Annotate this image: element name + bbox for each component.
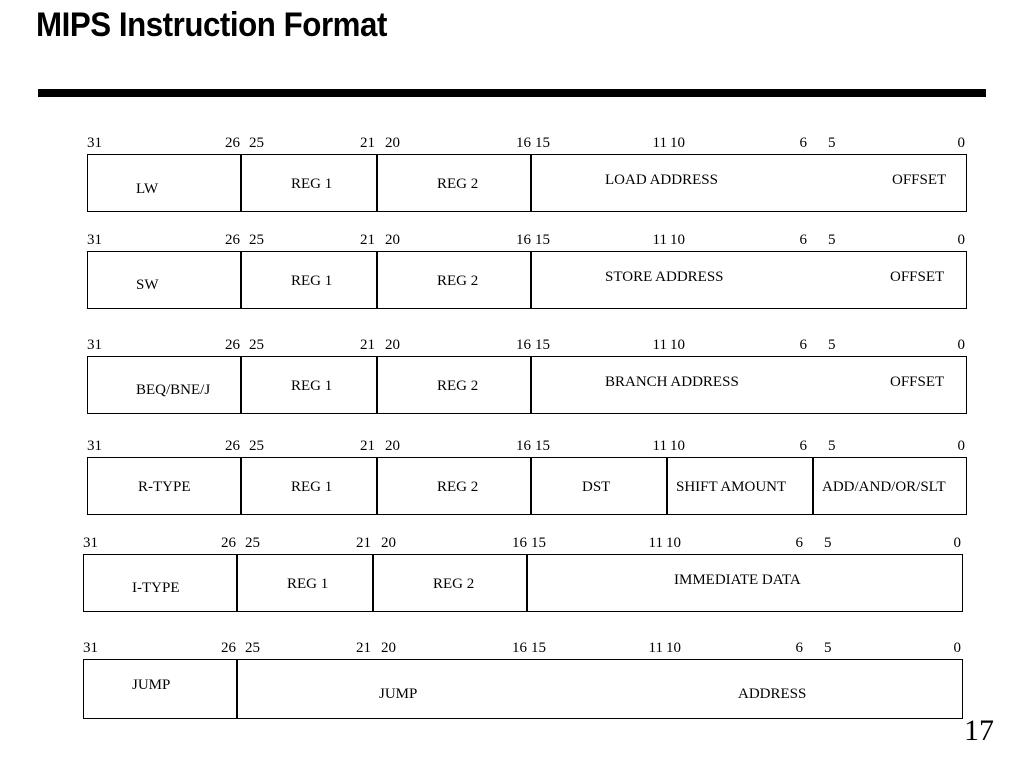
bit-label-0: 0 (957, 438, 965, 454)
field-divider (376, 458, 378, 514)
bit-label-15: 15 (535, 135, 550, 151)
address-field: BRANCH ADDRESS (605, 374, 739, 390)
bit-label-25: 25 (249, 135, 264, 151)
reg1-field: REG 1 (291, 176, 333, 192)
bit-label-16: 16 (516, 232, 531, 248)
bit-label-6: 6 (799, 337, 807, 353)
bit-label-31: 31 (87, 438, 102, 454)
field-divider (372, 555, 374, 611)
bit-label-11: 11 (648, 640, 663, 656)
bit-label-10: 10 (670, 135, 685, 151)
bit-label-15: 15 (535, 232, 550, 248)
offset-field: OFFSET (890, 374, 945, 390)
format-sw (0, 231, 1024, 327)
reg1-field: REG 1 (291, 479, 333, 495)
bit-label-15: 15 (535, 438, 550, 454)
bit-label-6: 6 (799, 232, 807, 248)
immediate-field: IMMEDIATE DATA (674, 572, 801, 588)
bit-label-10: 10 (670, 438, 685, 454)
opcode-field: R-TYPE (138, 479, 191, 495)
bit-label-26: 26 (221, 535, 236, 551)
reg1-field: REG 1 (291, 273, 333, 289)
bit-label-0: 0 (957, 337, 965, 353)
bit-label-0: 0 (957, 135, 965, 151)
bit-label-25: 25 (249, 232, 264, 248)
bit-label-5: 5 (824, 535, 832, 551)
bit-label-16: 16 (516, 438, 531, 454)
bit-label-6: 6 (799, 135, 807, 151)
bit-label-16: 16 (512, 535, 527, 551)
bit-label-0: 0 (953, 535, 961, 551)
bit-label-6: 6 (795, 640, 803, 656)
bit-label-26: 26 (225, 232, 240, 248)
bit-label-25: 25 (245, 535, 260, 551)
bit-label-15: 15 (531, 640, 546, 656)
bit-label-20: 20 (385, 337, 400, 353)
reg1-field: REG 1 (291, 378, 333, 394)
field-divider (666, 458, 668, 514)
bit-label-20: 20 (385, 232, 400, 248)
format-r-type (0, 437, 1024, 533)
instruction-box (83, 659, 963, 719)
field-divider (526, 555, 528, 611)
bit-label-16: 16 (512, 640, 527, 656)
format-jump (0, 639, 1024, 735)
bit-label-5: 5 (828, 135, 836, 151)
bit-label-26: 26 (225, 337, 240, 353)
slide-title: MIPS Instruction Format (36, 6, 387, 44)
address-field: STORE ADDRESS (605, 269, 724, 285)
bit-label-21: 21 (356, 535, 371, 551)
jump-field: JUMP (379, 686, 418, 702)
page-number: 17 (964, 714, 994, 747)
bit-label-5: 5 (824, 640, 832, 656)
instruction-box (87, 356, 967, 414)
field-divider (376, 155, 378, 211)
bit-label-21: 21 (360, 438, 375, 454)
bit-label-21: 21 (360, 232, 375, 248)
title-underline (38, 89, 986, 97)
instruction-box (83, 554, 963, 612)
bit-label-26: 26 (221, 640, 236, 656)
bit-label-25: 25 (249, 438, 264, 454)
field-divider (236, 660, 238, 718)
bit-label-0: 0 (957, 232, 965, 248)
field-divider (376, 252, 378, 308)
bit-label-11: 11 (652, 135, 667, 151)
function-field: ADD/AND/OR/SLT (822, 479, 946, 495)
field-divider (240, 458, 242, 514)
bit-label-25: 25 (249, 337, 264, 353)
bit-label-26: 26 (225, 438, 240, 454)
instruction-box (87, 154, 967, 212)
opcode-field: SW (136, 277, 159, 293)
field-divider (530, 357, 532, 413)
opcode-field: I-TYPE (132, 580, 180, 596)
offset-field: OFFSET (892, 172, 947, 188)
reg2-field: REG 2 (437, 378, 479, 394)
address-field: LOAD ADDRESS (605, 172, 718, 188)
bit-label-6: 6 (799, 438, 807, 454)
bit-label-21: 21 (360, 337, 375, 353)
field-divider (530, 252, 532, 308)
reg1-field: REG 1 (287, 576, 329, 592)
opcode-field: LW (136, 181, 159, 197)
bit-label-5: 5 (828, 438, 836, 454)
reg2-field: REG 2 (437, 176, 479, 192)
bit-label-26: 26 (225, 135, 240, 151)
bit-label-11: 11 (652, 438, 667, 454)
bit-label-5: 5 (828, 232, 836, 248)
reg2-field: REG 2 (437, 479, 479, 495)
bit-label-16: 16 (516, 337, 531, 353)
bit-label-10: 10 (666, 640, 681, 656)
bit-label-10: 10 (666, 535, 681, 551)
offset-field: OFFSET (890, 269, 945, 285)
format-lw (0, 134, 1024, 230)
bit-label-15: 15 (535, 337, 550, 353)
address-field: ADDRESS (738, 686, 807, 702)
bit-label-11: 11 (648, 535, 663, 551)
field-divider (240, 252, 242, 308)
bit-label-25: 25 (245, 640, 260, 656)
field-divider (812, 458, 814, 514)
reg2-field: REG 2 (433, 576, 475, 592)
bit-label-31: 31 (87, 232, 102, 248)
bit-label-31: 31 (87, 135, 102, 151)
opcode-field: BEQ/BNE/J (136, 382, 211, 398)
bit-label-31: 31 (83, 535, 98, 551)
instruction-box (87, 251, 967, 309)
bit-label-31: 31 (87, 337, 102, 353)
bit-label-31: 31 (83, 640, 98, 656)
bit-label-0: 0 (953, 640, 961, 656)
opcode-field: JUMP (132, 677, 171, 693)
field-divider (240, 155, 242, 211)
instruction-box (87, 457, 967, 515)
bit-label-16: 16 (516, 135, 531, 151)
shift-amount-field: SHIFT AMOUNT (676, 479, 787, 495)
field-divider (376, 357, 378, 413)
bit-label-10: 10 (670, 232, 685, 248)
field-divider (530, 155, 532, 211)
bit-label-21: 21 (360, 135, 375, 151)
bit-label-21: 21 (356, 640, 371, 656)
bit-label-20: 20 (385, 438, 400, 454)
bit-label-6: 6 (795, 535, 803, 551)
format-branch (0, 336, 1024, 432)
bit-label-5: 5 (828, 337, 836, 353)
bit-label-10: 10 (670, 337, 685, 353)
bit-label-11: 11 (652, 337, 667, 353)
bit-label-20: 20 (381, 535, 396, 551)
format-i-type (0, 534, 1024, 630)
dst-field: DST (582, 479, 611, 495)
bit-label-20: 20 (381, 640, 396, 656)
bit-label-15: 15 (531, 535, 546, 551)
bit-label-11: 11 (652, 232, 667, 248)
field-divider (236, 555, 238, 611)
reg2-field: REG 2 (437, 273, 479, 289)
field-divider (530, 458, 532, 514)
bit-label-20: 20 (385, 135, 400, 151)
field-divider (240, 357, 242, 413)
